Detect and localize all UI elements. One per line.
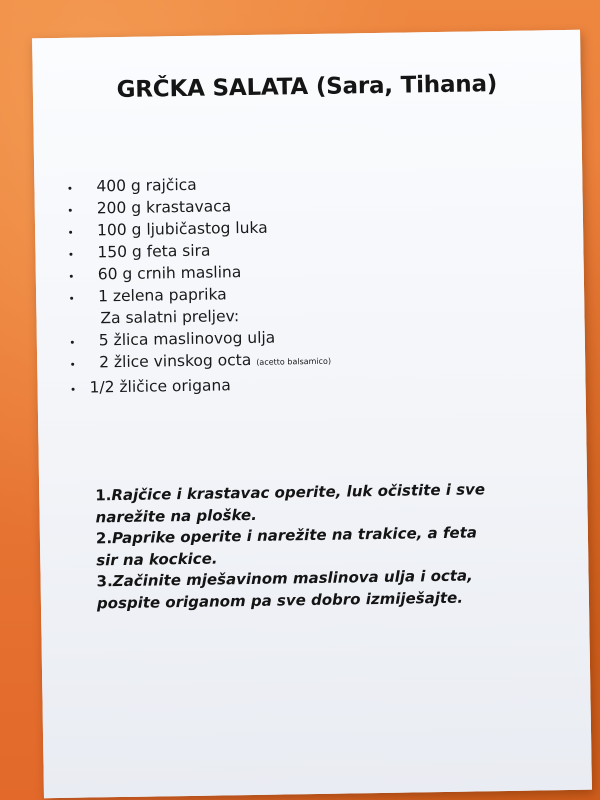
recipe-title: GRČKA SALATA (Sara, Tihana) — [116, 71, 498, 104]
dressing-item-text: 5 žlica maslinovog ulja — [98, 328, 276, 350]
step-number: 3. — [96, 572, 113, 591]
ingredient-item: 150 g feta sira — [67, 238, 329, 264]
dressing-heading: Za salatni preljev: — [100, 307, 240, 328]
step-text-continued: sir na kockice. — [96, 549, 218, 569]
step-1 — [95, 478, 566, 528]
step-text: Začinite mješavinom maslinova ulja i octa, — [112, 566, 473, 591]
preparation-steps — [95, 478, 567, 614]
dressing-item-note: (acetto balsamico) — [256, 356, 332, 367]
ingredient-item: 100 g ljubičastog luka — [67, 216, 329, 242]
recipe-sheet — [32, 30, 592, 799]
step-text-continued: narežite na ploške. — [95, 505, 257, 526]
ingredient-item: 60 g crnih maslina — [68, 260, 330, 286]
step-number: 2. — [95, 529, 113, 548]
step-3 — [96, 564, 567, 614]
ingredient-list — [66, 172, 331, 399]
step-text: Paprike operite i narežite na trakice, a feta — [111, 523, 478, 548]
step-text-continued: pospite origanom pa sve dobro izmiješajte. — [96, 588, 464, 612]
dressing-item-text: 2 žlice vinskog octa — [99, 350, 252, 372]
dressing-item — [69, 373, 331, 399]
step-2 — [96, 521, 567, 571]
step-number: 1. — [95, 486, 112, 505]
ingredient-item: 200 g krastavaca — [67, 194, 329, 220]
ingredient-item: 400 g rajčica — [66, 172, 328, 198]
dressing-item-text: 1/2 žličice origana — [89, 376, 231, 397]
step-text: Rajčice i krastavac operite, luk očistite i sve — [111, 480, 486, 505]
ingredient-item: 1 zelena paprika — [68, 282, 330, 308]
